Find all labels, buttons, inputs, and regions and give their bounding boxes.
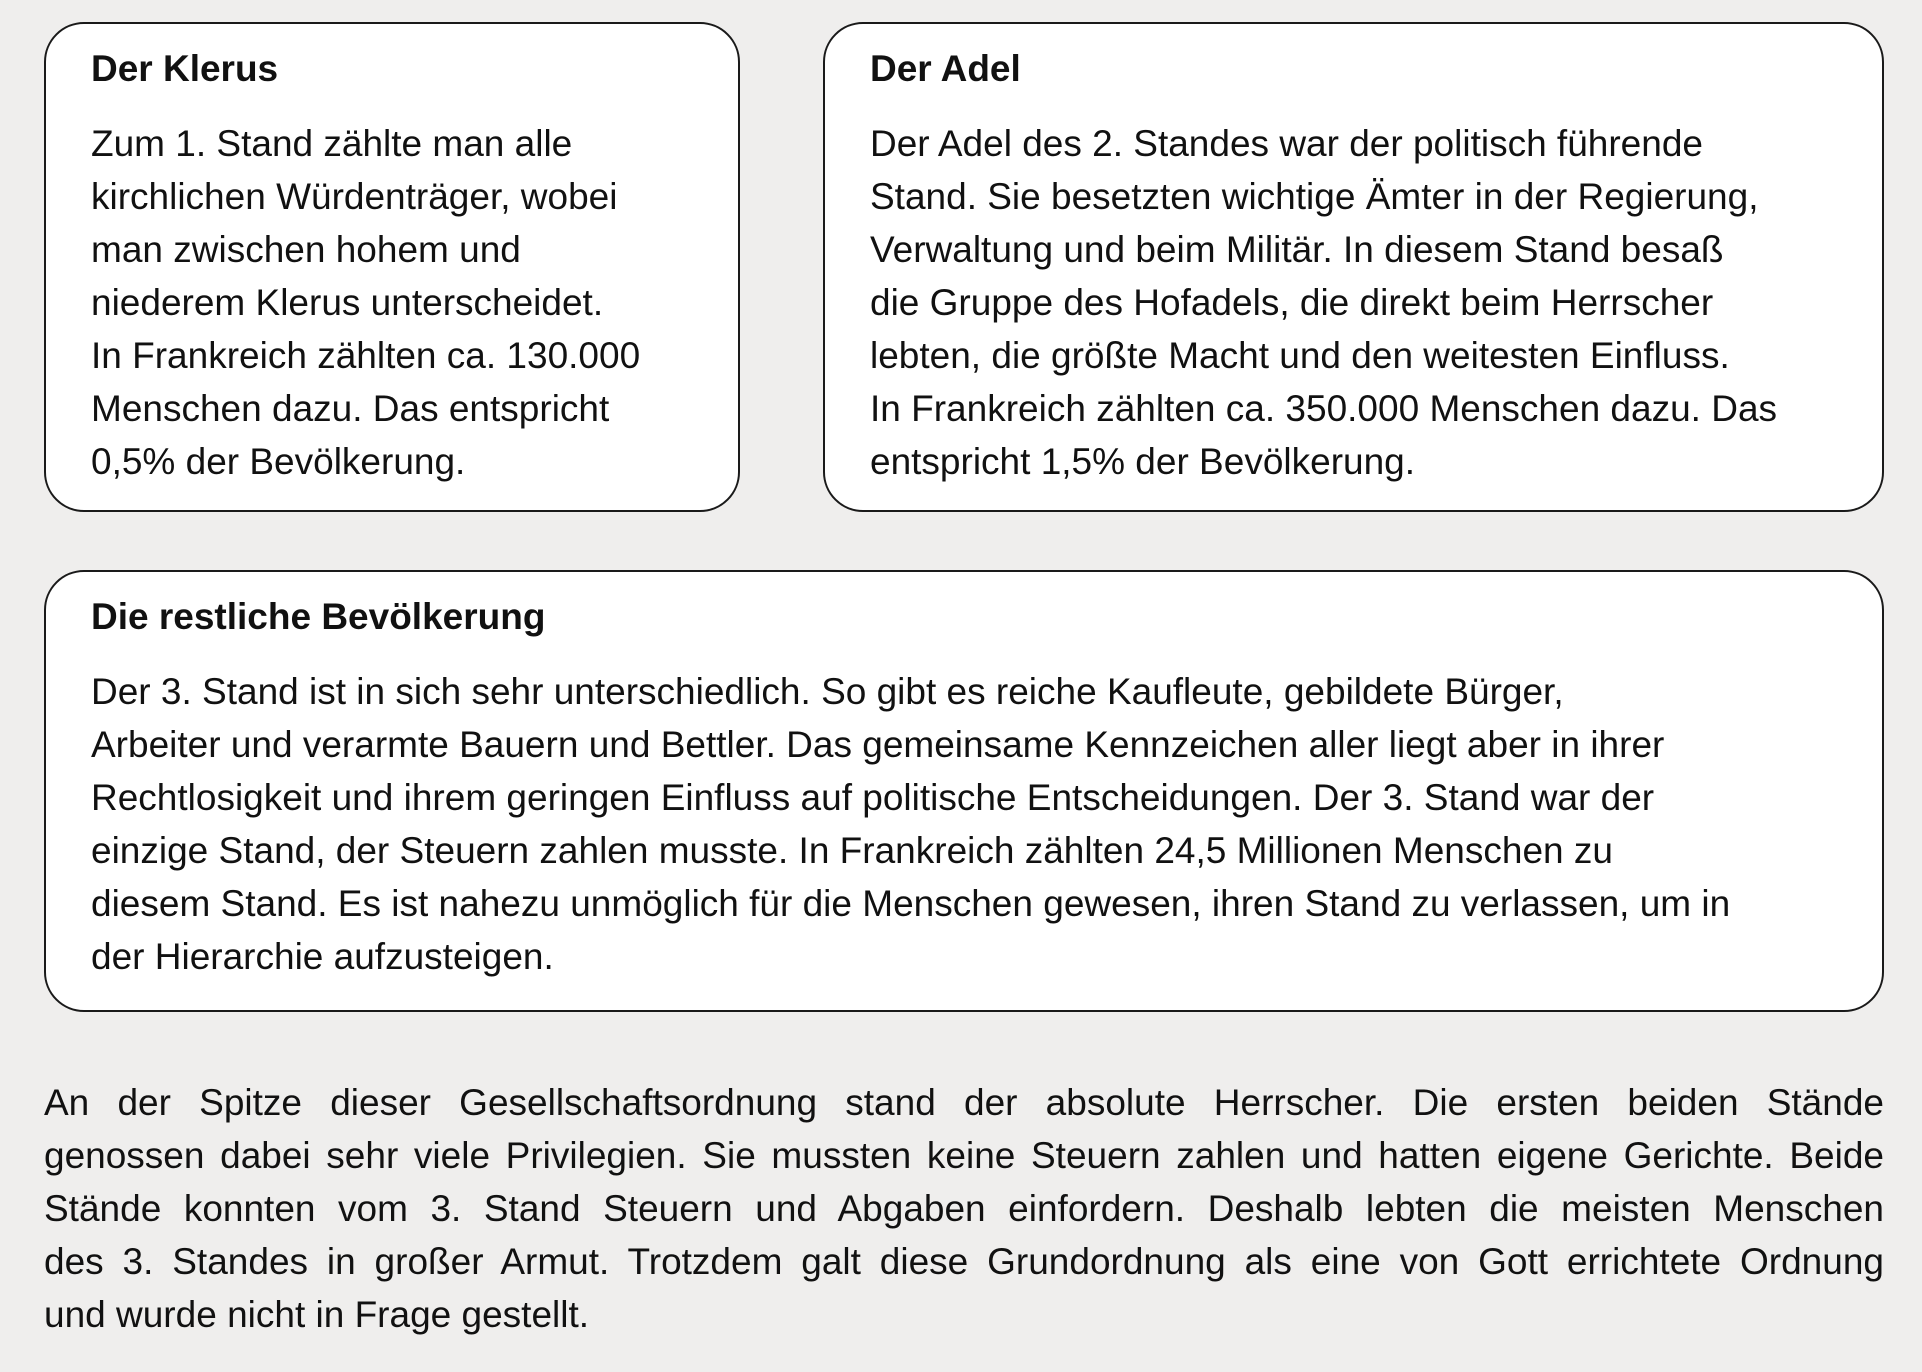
klerus-line: 0,5% der Bevölkerung.: [91, 441, 466, 482]
klerus-box: [44, 22, 740, 512]
restliche-bevoelkerung-box: [44, 570, 1884, 1012]
rest-title: Die restliche Bevölkerung: [91, 596, 546, 637]
adel-line: die Gruppe des Hofadels, die direkt beim Herrscher: [870, 282, 1714, 323]
rest-line: der Hierarchie aufzusteigen.: [91, 936, 554, 977]
adel-box: [823, 22, 1884, 512]
klerus-line: In Frankreich zählten ca. 130.000: [91, 335, 641, 376]
summary-line: des 3. Standes in großer Armut. Trotzdem galt diese Grundordnung als eine von Gott errichtete Ordnung: [44, 1241, 1884, 1282]
summary-line: genossen dabei sehr viele Privilegien. Sie mussten keine Steuern zahlen und hatten eigene Gerichte. Beide: [44, 1135, 1884, 1176]
klerus-line: niederem Klerus unterscheidet.: [91, 282, 604, 323]
rest-line: Rechtlosigkeit und ihrem geringen Einfluss auf politische Entscheidungen. Der 3. Stand war der: [91, 777, 1655, 818]
klerus-line: kirchlichen Würdenträger, wobei: [91, 176, 618, 217]
summary-line: und wurde nicht in Frage gestellt.: [44, 1294, 590, 1335]
adel-line: In Frankreich zählten ca. 350.000 Menschen dazu. Das: [870, 388, 1778, 429]
klerus-text: [91, 117, 640, 488]
adel-line: lebten, die größte Macht und den weitesten Einfluss.: [870, 335, 1730, 376]
summary-line: Stände konnten vom 3. Stand Steuern und Abgaben einfordern. Deshalb lebten die meisten Menschen: [44, 1188, 1884, 1229]
adel-title: Der Adel: [870, 48, 1021, 89]
klerus-title: Der Klerus: [91, 48, 279, 89]
klerus-line: Menschen dazu. Das entspricht: [91, 388, 610, 429]
summary-line: An der Spitze dieser Gesellschaftsordnung stand der absolute Herrscher. Die ersten beiden Stände: [44, 1082, 1884, 1123]
summary-paragraph: [44, 1076, 1884, 1341]
klerus-line: man zwischen hohem und: [91, 229, 521, 270]
rest-line: Arbeiter und verarmte Bauern und Bettler. Das gemeinsame Kennzeichen aller liegt aber in ihrer: [91, 724, 1665, 765]
klerus-line: Zum 1. Stand zählte man alle: [91, 123, 573, 164]
rest-text: [91, 665, 1730, 983]
rest-line: diesem Stand. Es ist nahezu unmöglich für die Menschen gewesen, ihren Stand zu verlassen, um in: [91, 883, 1731, 924]
rest-line: einzige Stand, der Steuern zahlen musste. In Frankreich zählten 24,5 Millionen Menschen zu: [91, 830, 1613, 871]
adel-line: entspricht 1,5% der Bevölkerung.: [870, 441, 1416, 482]
adel-line: Der Adel des 2. Standes war der politisch führende: [870, 123, 1703, 164]
rest-line: Der 3. Stand ist in sich sehr unterschiedlich. So gibt es reiche Kaufleute, gebildete Bürger,: [91, 671, 1564, 712]
adel-line: Stand. Sie besetzten wichtige Ämter in der Regierung,: [870, 176, 1759, 217]
adel-text: [870, 117, 1777, 488]
adel-line: Verwaltung und beim Militär. In diesem Stand besaß: [870, 229, 1724, 270]
